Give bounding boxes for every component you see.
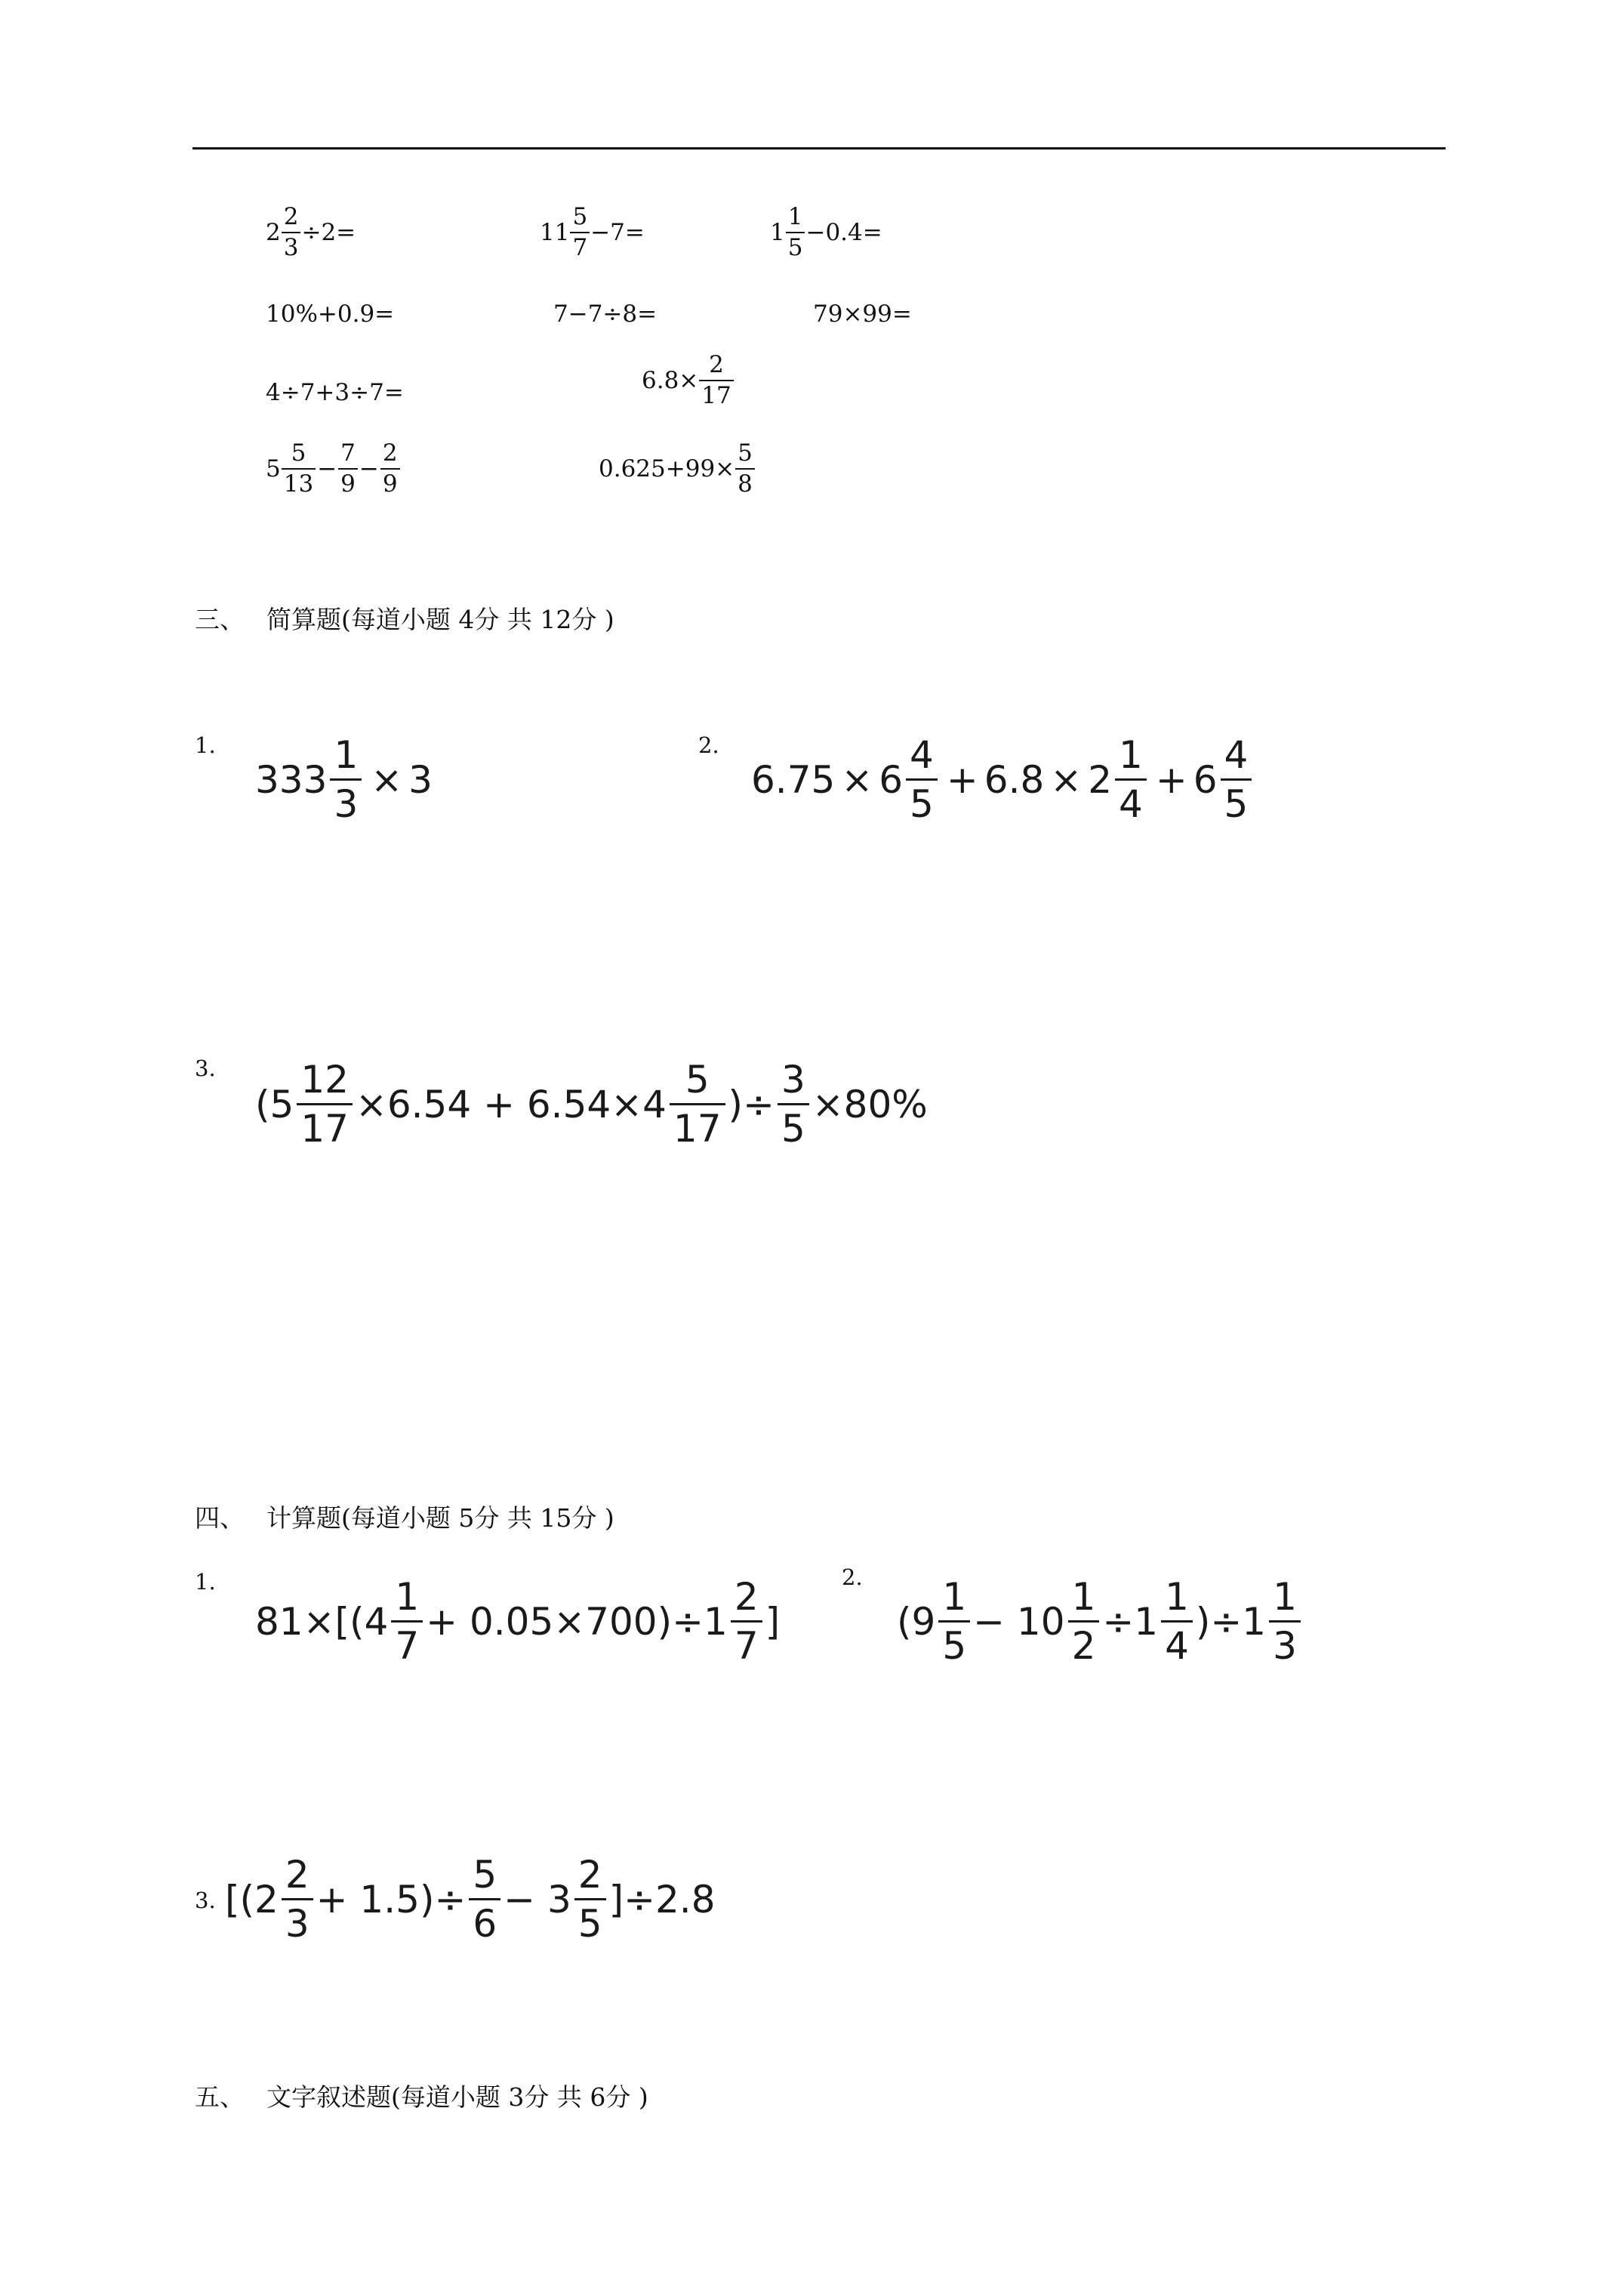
expr-part-1: − 10: [973, 1599, 1065, 1644]
expr-tail: ×80%: [812, 1082, 928, 1126]
expr-middle: ×6.54 + 6.54×4: [355, 1082, 667, 1126]
expr-part-2: ÷1: [1102, 1599, 1159, 1644]
numerator: 4: [910, 733, 934, 777]
fraction-4: [1269, 1575, 1301, 1668]
oral-q9: 5 $\frac{5}{13}$ − $\frac{7}{9}$ − $\frac{2}{9}$: [266, 442, 401, 496]
fraction-1: [282, 1853, 313, 1946]
numerator: 1: [395, 1575, 420, 1619]
oral-q2: [540, 205, 645, 260]
fraction-1: [391, 1575, 423, 1668]
fraction-2: [469, 1853, 500, 1946]
s3-problem-1: [255, 733, 433, 826]
oral-q9-fraction-2: [338, 439, 358, 498]
numerator: 5: [473, 1853, 497, 1897]
oral-q8-pre: 6.8×: [642, 367, 699, 394]
denominator: 5: [938, 1620, 970, 1665]
numerator: 4: [1224, 733, 1249, 777]
denominator: 5: [1221, 778, 1252, 823]
whole-part: 333: [255, 757, 328, 802]
oral-q10: [599, 439, 756, 498]
s3-problem-2: [751, 733, 1255, 826]
numerator: 1: [1273, 1575, 1297, 1619]
oral-q1-rest: ÷2=: [301, 219, 356, 246]
oral-q2-fraction: [570, 205, 590, 260]
denominator: 3: [1269, 1620, 1301, 1665]
whole-part: 2: [1088, 757, 1113, 802]
denominator: 3: [282, 1898, 313, 1943]
fraction-1: [297, 1058, 353, 1151]
section4-heading: [195, 1499, 614, 1534]
oral-q3-fraction: [786, 205, 805, 260]
expr-middle: + 0.05×700)÷1: [426, 1599, 728, 1644]
expr-open: (9: [897, 1599, 936, 1644]
section3-heading: [195, 600, 614, 636]
denominator: 7: [570, 232, 590, 260]
numerator: 5: [291, 439, 306, 467]
fraction-3: [574, 1853, 606, 1946]
oral-q2-rest: −7=: [590, 219, 645, 246]
numerator: 12: [300, 1058, 349, 1102]
numerator: 7: [340, 439, 356, 467]
s3-p3-label: 3.: [195, 1056, 216, 1081]
denominator: 2: [1068, 1620, 1100, 1665]
fraction-2: [670, 1058, 725, 1151]
numerator: 1: [1071, 1575, 1096, 1619]
section4-title: 计算题(每道小题 5分 共 15分 ): [266, 1503, 614, 1533]
expr-part-1: + 1.5)÷: [316, 1877, 467, 1922]
oral-q3-whole: 1: [770, 219, 785, 246]
s3-problem-3: [255, 1058, 928, 1151]
denominator: 9: [338, 468, 358, 496]
expr-open: (5: [255, 1082, 294, 1126]
numerator: 5: [685, 1058, 710, 1102]
denominator: 17: [297, 1103, 353, 1148]
section3-title: 简算题(每道小题 4分 共 12分 ): [266, 605, 614, 634]
section4-index: 四、: [195, 1503, 245, 1533]
fraction-3: [1161, 1575, 1193, 1668]
oral-q9-fraction-3: [380, 439, 400, 498]
fraction-3: [778, 1058, 809, 1151]
plus-sign: +: [946, 757, 978, 802]
factor: 3: [408, 757, 433, 802]
oral-q1: [266, 205, 356, 260]
denominator: 6: [469, 1898, 500, 1943]
oral-q3: [770, 205, 882, 260]
numerator: 2: [734, 1575, 759, 1619]
denominator: 5: [778, 1103, 809, 1148]
denominator: 17: [699, 380, 733, 408]
fraction-1: [906, 733, 938, 826]
denominator: 13: [282, 468, 316, 496]
s3-p1-label: 1.: [195, 732, 216, 758]
denominator: 3: [330, 778, 362, 823]
denominator: 5: [906, 778, 938, 823]
plus-sign: +: [1155, 757, 1187, 802]
numerator: 2: [283, 203, 299, 230]
oral-q2-whole: 11: [540, 219, 570, 246]
numerator: 2: [382, 439, 398, 467]
numerator: 1: [1119, 733, 1143, 777]
whole-part: 6: [1193, 757, 1218, 802]
expr-tail: ]÷2.8: [608, 1877, 716, 1922]
numerator: 1: [787, 203, 803, 230]
denominator: 4: [1115, 778, 1147, 823]
oral-q7: 4÷7+3÷7=: [266, 379, 404, 406]
denominator: 5: [574, 1898, 606, 1943]
s4-p3-label: 3.: [195, 1888, 216, 1913]
s4-problem-3: [225, 1853, 716, 1946]
denominator: 8: [735, 468, 755, 496]
times-sign: ×: [371, 757, 403, 802]
section5-index: 五、: [195, 2082, 245, 2112]
section5-title: 文字叙述题(每道小题 3分 共 6分 ): [266, 2082, 648, 2112]
numerator: 2: [709, 351, 724, 378]
fraction: [330, 733, 362, 826]
oral-q1-fraction: [282, 205, 301, 260]
fraction-3: [1221, 733, 1252, 826]
decimal-a: 6.75: [751, 757, 836, 802]
denominator: 4: [1161, 1620, 1193, 1665]
section3-index: 三、: [195, 605, 245, 634]
oral-q9-fraction-1: [282, 439, 316, 498]
oral-q1-whole: 2: [266, 219, 281, 246]
header-rule: [192, 147, 1446, 149]
oral-q9-whole: 5: [266, 455, 281, 482]
s3-p2-label: 2.: [698, 732, 719, 758]
numerator: 1: [1165, 1575, 1189, 1619]
fraction-2: [1068, 1575, 1100, 1668]
numerator: 2: [285, 1853, 310, 1897]
s4-p2-label: 2.: [842, 1564, 863, 1590]
times-sign: ×: [841, 757, 873, 802]
numerator: 5: [572, 203, 588, 230]
fraction-2: [1115, 733, 1147, 826]
numerator: 2: [577, 1853, 602, 1897]
oral-q4: 10%+0.9=: [266, 300, 395, 328]
oral-q5: 7−7÷8=: [553, 300, 658, 328]
fraction-1: [938, 1575, 970, 1668]
expr-tail: ]: [765, 1599, 781, 1644]
denominator: 3: [282, 232, 301, 260]
oral-q10-pre: 0.625+99×: [599, 455, 735, 482]
s4-problem-1: [255, 1575, 781, 1668]
decimal-b: 6.8: [984, 757, 1045, 802]
denominator: 17: [670, 1103, 725, 1148]
denominator: 9: [380, 468, 400, 496]
oral-q6: 79×99=: [813, 300, 912, 328]
s4-p1-label: 1.: [195, 1569, 216, 1595]
oral-q8-fraction: [699, 353, 733, 408]
numerator: 5: [738, 439, 753, 467]
oral-q8: [642, 353, 735, 408]
denominator: 5: [786, 232, 805, 260]
oral-q3-rest: −0.4=: [805, 219, 882, 246]
expr-part-2: − 3: [504, 1877, 571, 1922]
numerator: 3: [781, 1058, 805, 1102]
times-sign: ×: [1050, 757, 1083, 802]
whole-part: 6: [879, 757, 904, 802]
numerator: 1: [334, 733, 359, 777]
expr-close: )÷: [728, 1082, 775, 1126]
oral-q10-fraction: [735, 439, 755, 498]
denominator: 7: [731, 1620, 762, 1665]
s4-problem-2: [897, 1575, 1304, 1668]
expr-open: 81×[(4: [255, 1599, 389, 1644]
numerator: 1: [942, 1575, 967, 1619]
expr-open: [(2: [225, 1877, 279, 1922]
expr-part-3: )÷1: [1195, 1599, 1267, 1644]
denominator: 7: [391, 1620, 423, 1665]
fraction-2: [731, 1575, 762, 1668]
section5-heading: [195, 2078, 648, 2113]
